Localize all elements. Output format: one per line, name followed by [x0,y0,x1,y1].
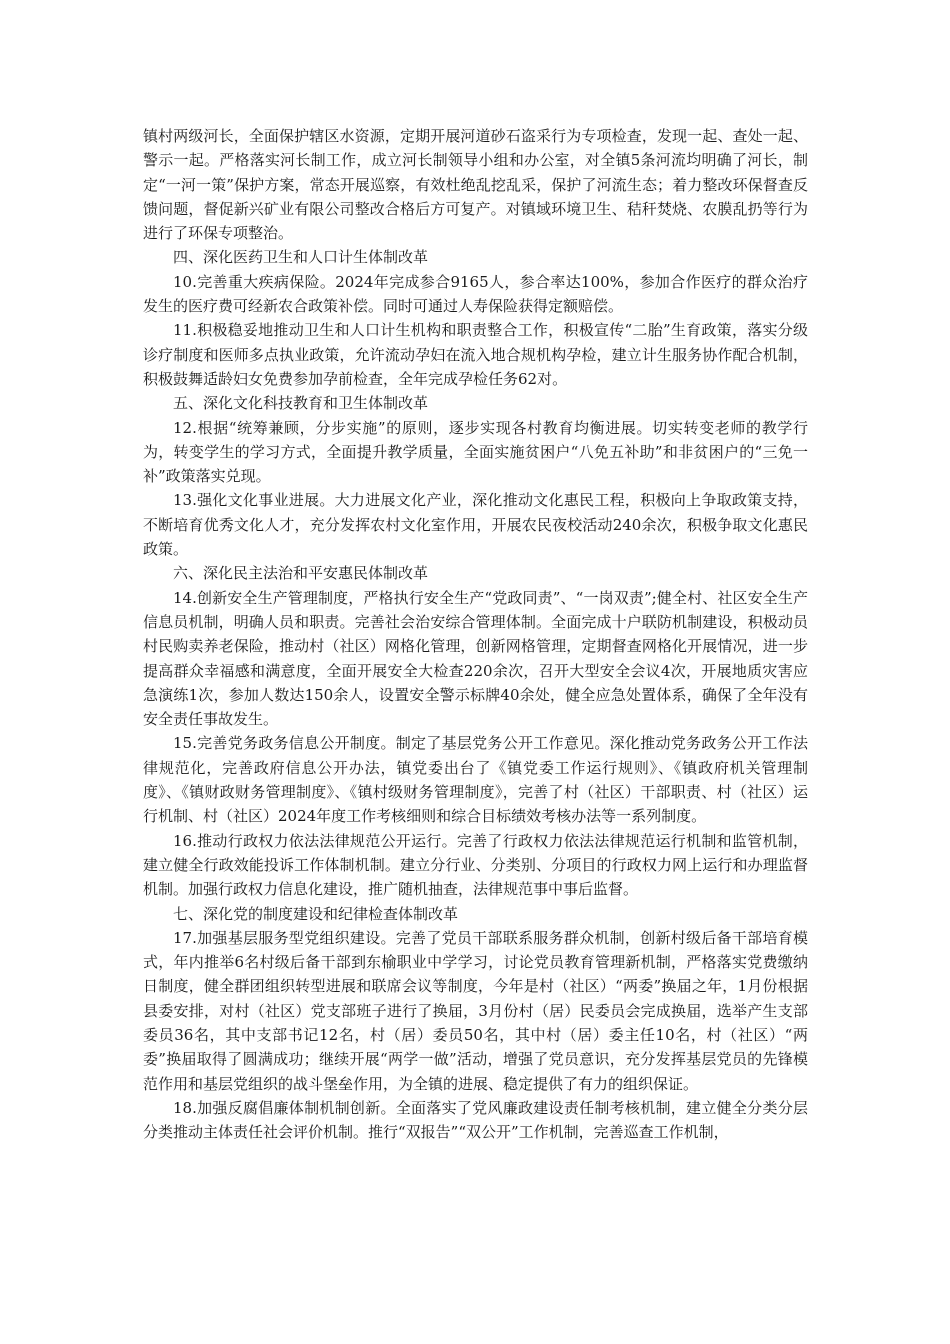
paragraph-item-14: 14.创新安全生产管理制度，严格执行安全生产“党政同责”、“一岗双责”;健全村、社区安全生产信息员机制，明确人员和职责。完善社会治安综合管理体制。全面完成十户联防机制建设，积极动员村民购卖养老保险，推动村（社区）网格化管理，创新网格管理，定期督查网格化开展情况，进一步提高群众幸福感和满意度，全面开展安全大检查220余次，召开大型安全会议4次，开展地质灾害应急演练1次，参加人数达150余人，设置安全警示标牌40余处，健全应急处置体系，确保了全年没有安全责任事故发生。 [143,588,808,729]
section-heading-7: 七、深化党的制度建设和纪律检查体制改革 [173,904,459,923]
section-heading-5: 五、深化文化科技教育和卫生体制改革 [173,394,429,413]
document-body [143,124,808,1144]
paragraph-item-16: 16.推动行政权力依法法律规范公开运行。完善了行政权力依法法律规范运行机制和监管机制，建立健全行政效能投诉工作体制机制。建立分行业、分类别、分项目的行政权力网上运行和办理监督机制。加强行政权力信息化建设，推广随机抽查，法律规范事中事后监督。 [143,831,808,899]
paragraph-item-15: 15.完善党务政务信息公开制度。制定了基层党务公开工作意见。深化推动党务政务公开工作法律规范化，完善政府信息公开办法，镇党委出台了《镇党委工作运行规则》、《镇政府机关管理制度》、《镇财政财务管理制度》、《镇村级财务管理制度》，完善了村（社区）干部职责、村（社区）运行机制、村（社区）2024年度工作考核细则和综合目标绩效考核办法等一系列制度。 [143,734,808,826]
paragraph-item-13: 13.强化文化事业进展。大力进展文化产业，深化推动文化惠民工程，积极向上争取政策支持，不断培育优秀文化人才，充分发挥农村文化室作用，开展农民夜校活动240余次，积极争取文化惠民政策。 [143,491,808,559]
paragraph-item-17: 17.加强基层服务型党组织建设。完善了党员干部联系服务群众机制，创新村级后备干部培育模式，年内推举6名村级后备干部到东榆职业中学学习，讨论党员教育管理新机制，严格落实党费缴纳日制度，健全群团组织转型进展和联席会议等制度，今年是村（社区）“两委”换届之年，1月份根据县委安排，对村（社区）党支部班子进行了换届，3月份村（居）民委员会完成换届，选举产生支部委员36名，其中支部书记12名，村（居）委员50名，其中村（居）委主任10名，村（社区）“两委”换届取得了圆满成功；继续开展“两学一做”活动，增强了党员意识，充分发挥基层党员的先锋模范作用和基层党组织的战斗堡垒作用，为全镇的进展、稳定提供了有力的组织保证。 [143,928,808,1093]
paragraph-item-18: 18.加强反腐倡廉体制机制创新。全面落实了党风廉政建设责任制考核机制，建立健全分类分层分类推动主体责任社会评价机制。推行“双报告”“双公开”工作机制，完善巡查工作机制， [143,1098,808,1142]
section-heading-4: 四、深化医药卫生和人口计生体制改革 [173,248,429,267]
paragraph-item-11: 11.积极稳妥地推动卫生和人口计生机构和职责整合工作，积极宣传“二胎”生育政策，落实分级诊疗制度和医师多点执业政策，允许流动孕妇在流入地合规机构孕检，建立计生服务协作配合机制，积极鼓舞适龄妇女免费参加孕前检查，全年完成孕检任务62对。 [143,321,808,388]
paragraph-item-10: 10.完善重大疾病保险。2024年完成参合9165人，参合率达100%，参加合作医疗的群众治疗发生的医疗费可经新农合政策补偿。同时可通过人寿保险获得定额赔偿。 [143,272,808,316]
paragraph-river-chief-continuation: 镇村两级河长，全面保护辖区水资源，定期开展河道砂石盗采行为专项检查，发现一起、查处一起、警示一起。严格落实河长制工作，成立河长制领导小组和办公室，对全镇5条河流均明确了河长，制定“一河一策”保护方案，常态开展巡察，有效杜绝乱挖乱采，保护了河流生态；着力整改环保督查反馈问题，督促新兴矿业有限公司整改合格后方可复产。对镇域环境卫生、秸秆焚烧、农膜乱扔等行为进行了环保专项整治。 [143,127,808,243]
paragraph-item-12: 12.根据“统筹兼顾，分步实施”的原则，逐步实现各村教育均衡进展。切实转变老师的教学行为，转变学生的学习方式，全面提升教学质量，全面实施贫困户“八免五补助”和非贫困户的“三免一补”政策落实兑现。 [143,418,808,486]
section-heading-6: 六、深化民主法治和平安惠民体制改革 [173,564,429,583]
